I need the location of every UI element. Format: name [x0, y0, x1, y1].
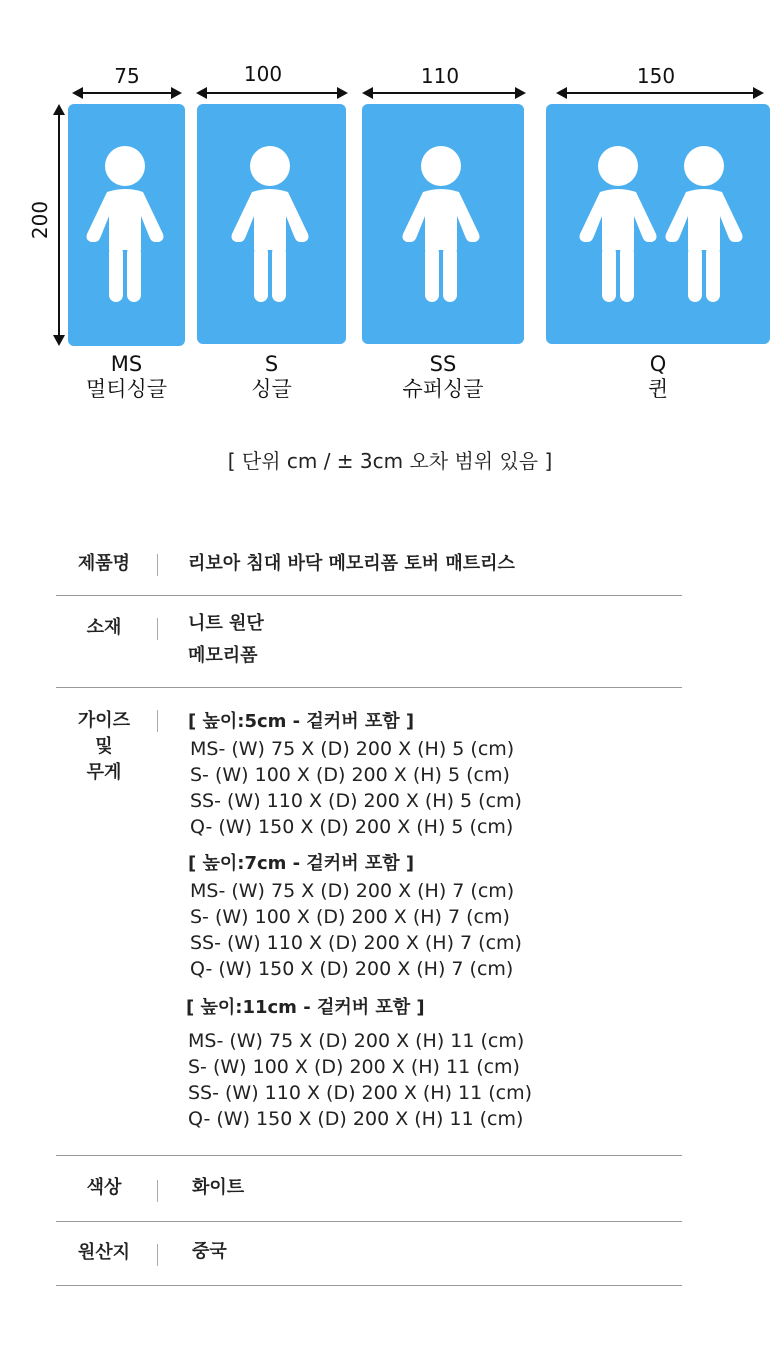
width-arrow-ms [74, 92, 180, 94]
width-label-ms: 75 [114, 64, 140, 88]
spec-label: 소재 [86, 617, 122, 638]
spec-label [56, 708, 152, 786]
unit-note: [ 단위 cm / ± 3cm 오차 범위 있음 ] [227, 449, 553, 473]
size-group-heading: [ 높이:7cm - 겉커버 포함 ] [188, 853, 415, 874]
size-line: MS- (W) 75 X (D) 200 X (H) 11 (cm) [188, 1030, 525, 1052]
size-label-ss [362, 352, 524, 402]
size-code: S [264, 352, 279, 376]
width-label-q: 150 [636, 64, 676, 88]
size-group-heading: [ 높이:11cm - 겉커버 포함 ] [186, 997, 425, 1018]
person-icon-right [664, 146, 744, 306]
size-name: 슈퍼싱글 [402, 377, 484, 401]
size-line: MS- (W) 75 X (D) 200 X (H) 7 (cm) [190, 880, 515, 902]
size-line: Q- (W) 150 X (D) 200 X (H) 5 (cm) [190, 816, 514, 838]
mattress-q [546, 104, 770, 344]
spec-label: 색상 [86, 1177, 122, 1198]
width-arrow-q [558, 92, 762, 94]
size-group-heading: [ 높이:5cm - 겉커버 포함 ] [188, 711, 415, 732]
person-icon [401, 146, 481, 306]
size-line: SS- (W) 110 X (D) 200 X (H) 5 (cm) [190, 790, 522, 812]
spec-row-origin [56, 1222, 682, 1286]
spec-divider [157, 618, 158, 640]
spec-value: 화이트 [192, 1177, 245, 1198]
person-icon [230, 146, 310, 306]
size-code: MS [110, 352, 143, 376]
size-code: Q [649, 352, 667, 376]
size-label-s [197, 352, 346, 402]
mattress-ss [362, 104, 524, 344]
spec-label-line: 가이즈 [77, 710, 131, 731]
size-name: 퀸 [647, 377, 669, 401]
spec-label-line: 및 [95, 736, 113, 757]
size-group-7cm [188, 850, 522, 982]
spec-label-line: 무게 [86, 762, 122, 783]
size-line: S- (W) 100 X (D) 200 X (H) 5 (cm) [190, 764, 510, 786]
mattress-s [197, 104, 346, 344]
spec-label: 제품명 [77, 553, 131, 574]
size-line: SS- (W) 110 X (D) 200 X (H) 11 (cm) [188, 1082, 533, 1104]
height-label: 200 [28, 200, 52, 240]
size-line: S- (W) 100 X (D) 200 X (H) 11 (cm) [188, 1056, 520, 1078]
width-label-s: 100 [243, 62, 283, 86]
width-arrow-ss [364, 92, 524, 94]
width-arrow-s [198, 92, 346, 94]
size-line: Q- (W) 150 X (D) 200 X (H) 7 (cm) [190, 958, 514, 980]
size-line: S- (W) 100 X (D) 200 X (H) 7 (cm) [190, 906, 510, 928]
size-line: Q- (W) 150 X (D) 200 X (H) 11 (cm) [188, 1108, 524, 1130]
size-group-11cm [186, 994, 532, 1132]
size-group-5cm [188, 708, 522, 840]
size-name: 싱글 [251, 377, 292, 401]
person-icon-left [578, 146, 658, 306]
spec-value: 니트 원단 [188, 613, 264, 634]
height-arrow [58, 106, 60, 344]
size-line: SS- (W) 110 X (D) 200 X (H) 7 (cm) [190, 932, 522, 954]
spec-row-product [56, 540, 682, 596]
spec-value: 중국 [192, 1241, 227, 1262]
size-name: 멀티싱글 [85, 377, 168, 401]
spec-label: 원산지 [77, 1242, 131, 1263]
width-label-ss: 110 [420, 64, 460, 88]
mattress-ms [68, 104, 185, 346]
size-label-ms [68, 352, 185, 402]
size-label-q [546, 352, 770, 402]
spec-value: 메모리폼 [188, 645, 258, 666]
person-icon [85, 146, 165, 306]
spec-row-color [56, 1156, 682, 1222]
spec-divider [157, 1180, 158, 1202]
spec-divider [157, 1244, 158, 1266]
size-code: SS [429, 352, 457, 376]
spec-row-material [56, 596, 682, 688]
spec-divider [157, 554, 158, 576]
spec-row-size [56, 688, 682, 1156]
spec-value: 리보아 침대 바닥 메모리폼 토버 매트리스 [188, 553, 515, 574]
spec-divider [157, 710, 158, 732]
size-line: MS- (W) 75 X (D) 200 X (H) 5 (cm) [190, 738, 515, 760]
